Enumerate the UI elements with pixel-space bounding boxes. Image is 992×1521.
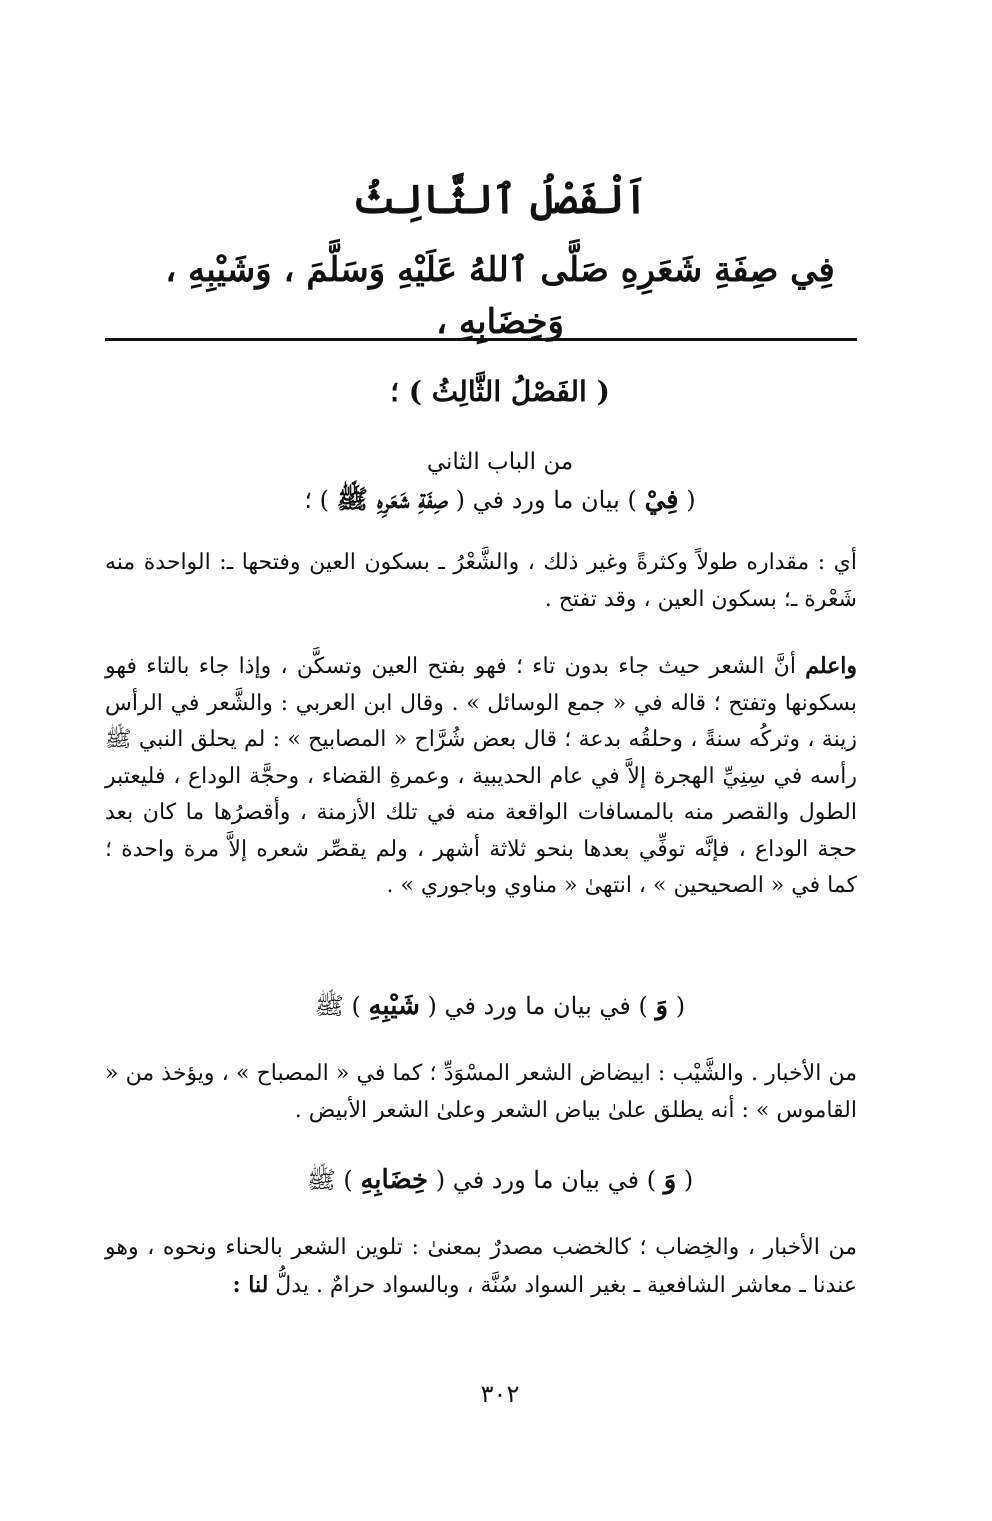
section-title: ( الفَصْلُ الثَّالِثُ ) ؛ xyxy=(390,375,610,408)
on-hair-heading xyxy=(100,480,900,520)
on-dye-bold: خِضَابِهِ xyxy=(360,1165,429,1195)
page-number: ٣٠٢ xyxy=(480,1380,520,1408)
horizontal-rule xyxy=(105,338,857,341)
on-dye-waw: وَ xyxy=(663,1165,677,1195)
on-hair-middle: ) بيان ما ورد في ( xyxy=(455,486,637,514)
on-dye-heading xyxy=(100,1160,900,1200)
on-grey-close: ) ﷺ xyxy=(314,992,361,1020)
paragraph-4-text: من الأخبار ، والخِضاب ؛ كالخضب مصدرٌ بمعنىٰ : تلوين الشعر بالحناء ونحوه ، وهو عندنا ـ معاشر الشافعية ـ بغير السواد سُنَّة ، وبالسواد حرامٌ . يدلُّ xyxy=(105,1235,857,1298)
from-chapter-line: من الباب الثاني xyxy=(426,449,574,475)
on-dye-middle: ) في بيان ما ورد في ( xyxy=(435,1166,657,1194)
paragraph-1-text: أي : مقداره طولاً وكثرةً وغير ذلك ، والشَّعْرُ ـ بسكون العين وفتحها ـ: الواحدة منه شَعْرة ـ؛ بسكون العين ، وقد تفتح . xyxy=(105,550,857,612)
paragraph-2-text: أنَّ الشعر حيث جاء بدون تاء ؛ فهو بفتح العين وتسكَّن ، وإذا جاء بالتاء فهو بسكونها وتفتح ؛ قاله في « جمع الوسائل » . وقال ابن العربي : والشَّعر في الرأس زينة ، وتركُه سنةً ، وحلقُه بدعة ؛ قال بعض شُرَّاح « المصابيح » : لم يحلق النبي ﷺ رأسه في سِنِيِّ الهجرة إلاَّ في عام الحديبية ، وعمرةِ القضاء ، وحجَّة الوداع ، فليعتبر الطول والقصر منه بالمسافات الواقعة منه في تلك الأزمنة ، وأقصرُها ما كان بعد حجة الوداع ، فإنَّه توفِّي بعدها بنحو ثلاثة أشهر ، ولم يقصِّر شعره إلاَّ مرة واحدة ؛ كما في « الصحيحين » ، انتهىٰ « مناوي وباجوري » . xyxy=(105,654,857,898)
on-hair-close: ) ؛ xyxy=(304,486,329,514)
on-grey-heading xyxy=(100,986,900,1026)
chapter-subtitle: فِي صِفَةِ شَعَرِهِ صَلَّى ٱللهُ عَلَيْهِ وَسَلَّمَ ، وَشَيْبِهِ ، وَخِضَابِهِ ، xyxy=(165,250,835,342)
paragraph-3 xyxy=(105,1056,857,1129)
on-grey-open: ( xyxy=(675,992,686,1020)
paragraph-2 xyxy=(105,648,857,905)
on-grey-middle: ) في بيان ما ورد في ( xyxy=(427,992,648,1020)
paragraph-1 xyxy=(105,545,857,618)
on-hair-open: ( xyxy=(686,486,696,514)
chapter-heading: اَلْفَصْلُ ٱلثَّالِثُ xyxy=(352,176,648,223)
on-hair-word: فِيْ xyxy=(644,485,679,515)
paragraph-3-text: من الأخبار . والشَّيْب : ابيضاض الشعر المسْوَدِّ ؛ كما في « المصباح » ، ويؤخذ من « القاموس » : أنه يطلق علىٰ بياض الشعر وعلىٰ الشعر الأبيض . xyxy=(105,1061,857,1123)
paragraph-2-bold-start: واعلم xyxy=(805,653,858,679)
on-grey-bold: شَيْبِهِ xyxy=(368,991,420,1021)
paragraph-4 xyxy=(105,1230,857,1304)
on-hair-bold: صِفَةِ شَعَرِهِ ﷺ xyxy=(336,485,448,515)
on-dye-open: ( xyxy=(683,1166,694,1194)
paragraph-4-bold-end: لنا : xyxy=(232,1271,269,1298)
on-dye-close: ) ﷺ xyxy=(306,1166,353,1194)
on-grey-waw: وَ xyxy=(655,991,669,1021)
